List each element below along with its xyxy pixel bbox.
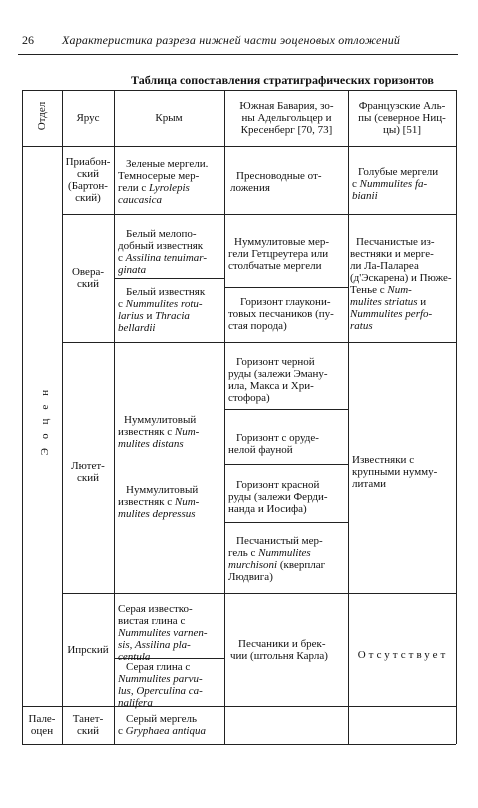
- col-header-alps: Французские Аль- пы (северное Ниц- цы) [51]: [358, 100, 446, 136]
- bavaria-lyutet-3: Горизонт красной руды (залежи Ферди- нанда и Иосифа): [228, 479, 328, 515]
- bavaria-lyutet-2: Горизонт с оруде- нелой фауной: [228, 432, 319, 456]
- otdel-paleocene: Пале- оцен: [28, 713, 56, 737]
- krym-lyutet-1: Нуммулитовый известняк с Num- mulites distans: [118, 414, 200, 450]
- krym-priabon: Зеленые мергели. Темносерые мер- гели с Lyrolepis caucasica: [118, 158, 209, 206]
- yarus-tanet: Танет- ский: [72, 713, 104, 737]
- krym-lyutet-2: Нуммулитовый известняк с Num- mulites depressus: [118, 484, 200, 520]
- yarus-iprsky: Ипрский: [67, 644, 109, 656]
- alps-overa: Песчанистые из- вестняки и мерге- ли Ла-Палареа (д'Эскарена) и Пюже- Тенье с Num- mulites striatus и Nummulites perfo- ratus: [350, 236, 452, 332]
- running-title: Характеристика разреза нижней части эоценовых отложений: [62, 33, 401, 47]
- krym-iprsky-2: Серая глина с Nummulites parvu- lus, Operculina ca- nalifera: [118, 661, 203, 709]
- bavaria-lyutet-1: Горизонт черной руды (залежи Эману- ила, Макса и Хри- стофора): [228, 356, 328, 404]
- col-header-bavaria: Южная Бавария, зо- ны Адельгольцер и Кресенберг [70, 73]: [239, 100, 334, 136]
- krym-tanet: Серый мергель с Gryphaea antiqua: [118, 713, 206, 737]
- alps-priabon: Голубые мергели с Nummulites fa- bianii: [352, 166, 439, 202]
- header-rule: [18, 54, 458, 55]
- bavaria-priabon: Пресноводные от- ложения: [230, 170, 322, 194]
- alps-lyutet: Известняки с крупными нумму- литами: [352, 454, 438, 490]
- krym-iprsky-1: Серая известко- вистая глина с Nummulites varnen- sis, Assilina pla- centula: [118, 603, 208, 663]
- bavaria-overa-2: Горизонт глаукони- товых песчаников (пу- стая порода): [228, 296, 334, 332]
- alps-iprsky: Отсутствует: [357, 649, 449, 661]
- yarus-overa: Овера- ский: [71, 266, 104, 290]
- krym-overa-2: Белый известняк с Nummulites rotu- larius и Thracia bellardii: [118, 286, 206, 334]
- bavaria-overa-1: Нуммулитовые мер- гели Гетцреутера или столбчатые мергели: [228, 236, 329, 272]
- bavaria-iprsky: Песчаники и брек- чии (штольня Карла): [230, 638, 328, 662]
- yarus-lyutet: Лютет- ский: [71, 460, 105, 484]
- col-header-yarus: Ярус: [76, 112, 100, 124]
- col-header-otdel: Отдел: [36, 101, 48, 131]
- table-title: Таблица сопоставления стратиграфических горизонтов: [131, 73, 434, 87]
- page-number: 26: [22, 33, 34, 47]
- col-header-krym: Крым: [155, 112, 183, 124]
- otdel-eocene: Эоцен: [39, 380, 51, 456]
- bavaria-lyutet-4: Песчанистый мер- гель с Nummulites murchisoni (кверплаг Людвига): [228, 535, 326, 583]
- yarus-priabon: Приабон- ский (Бартон- ский): [65, 156, 111, 204]
- krym-overa-1: Белый мелопо- добный известняк с Assilina tenuimar- ginata: [118, 228, 208, 276]
